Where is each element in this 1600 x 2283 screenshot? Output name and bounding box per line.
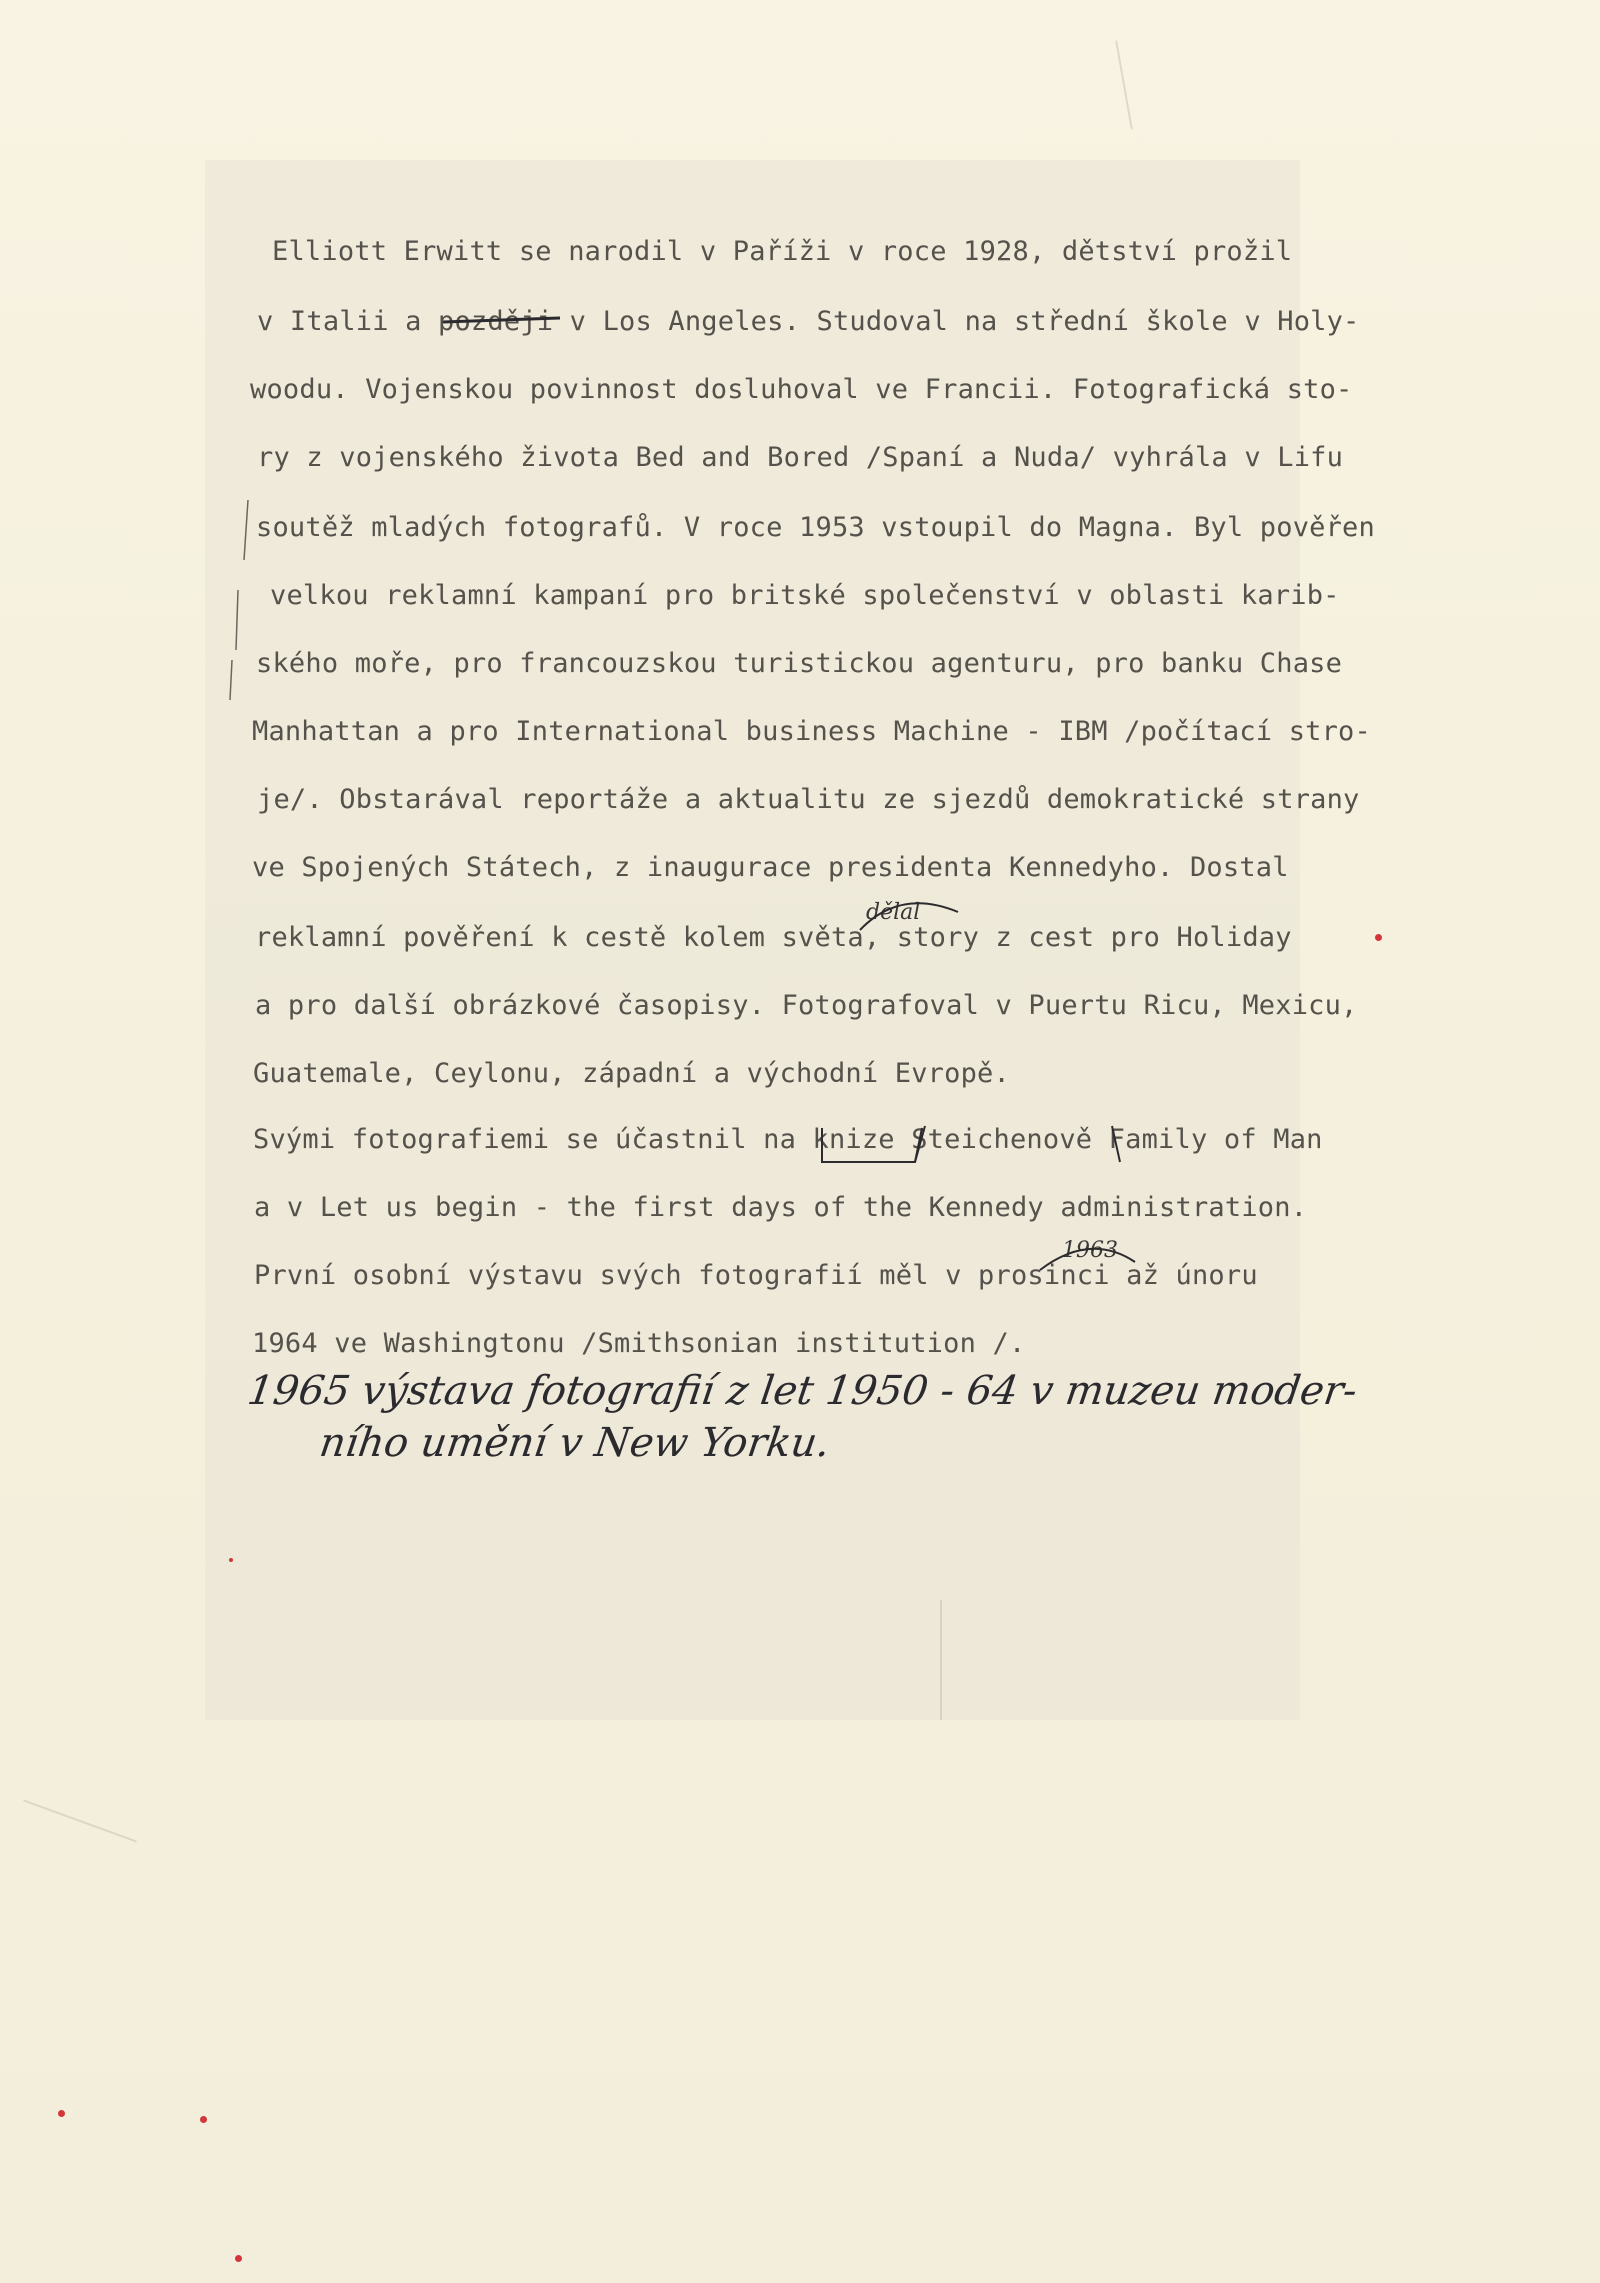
typed-line-1: Elliott Erwitt se narodil v Paříži v roce 1928, dětství prožil bbox=[272, 236, 1293, 267]
red-mark bbox=[58, 2110, 65, 2117]
red-mark bbox=[235, 2255, 242, 2262]
typed-line-4: ry z vojenského života Bed and Bored /Spaní a Nuda/ vyhrála v Lifu bbox=[257, 442, 1344, 473]
red-mark bbox=[229, 1558, 233, 1562]
red-mark bbox=[1375, 934, 1382, 941]
typed-line-15: a v Let us begin - the first days of the Kennedy administration. bbox=[254, 1192, 1308, 1223]
interlinear-note-1963: 1963 bbox=[1062, 1238, 1118, 1263]
typed-line-16: První osobní výstavu svých fotografií měl v prosinci až únoru bbox=[254, 1260, 1258, 1291]
typed-line-13: Guatemale, Ceylonu, západní a východní Evropě. bbox=[253, 1058, 1010, 1089]
typed-line-11: reklamní pověření k cestě kolem světa, story z cest pro Holiday bbox=[255, 922, 1292, 953]
red-mark bbox=[200, 2116, 207, 2123]
typed-line-2: v Italii a později v Los Angeles. Studoval na střední škole v Holy- bbox=[257, 306, 1360, 337]
handwritten-line-1: 1965 výstava fotografií z let 1950 - 64 v muzeu moder- bbox=[244, 1368, 1360, 1414]
typed-line-12: a pro další obrázkové časopisy. Fotografoval v Puertu Ricu, Mexicu, bbox=[255, 990, 1358, 1021]
typed-line-3: woodu. Vojenskou povinnost dosluhoval ve Francii. Fotografická sto- bbox=[250, 374, 1353, 405]
typed-line-9: je/. Obstarával reportáže a aktualitu ze sjezdů demokratické strany bbox=[257, 784, 1360, 815]
typed-line-5: soutěž mladých fotografů. V roce 1953 vstoupil do Magna. Byl pověřen bbox=[256, 512, 1375, 543]
interlinear-note-delal: dělal bbox=[866, 900, 921, 925]
typed-line-14: Svými fotografiemi se účastnil na knize Steichenově Family of Man bbox=[253, 1124, 1323, 1155]
typed-line-6: velkou reklamní kampaní pro britské společenství v oblasti karib- bbox=[270, 580, 1340, 611]
typed-line-7: ského moře, pro francouzskou turistickou agenturu, pro banku Chase bbox=[256, 648, 1343, 679]
typed-line-8: Manhattan a pro International business Machine - IBM /počítací stro- bbox=[252, 716, 1371, 747]
typed-line-10: ve Spojených Státech, z inaugurace presidenta Kennedyho. Dostal bbox=[252, 852, 1289, 883]
typed-line-17: 1964 ve Washingtonu /Smithsonian institution /. bbox=[252, 1328, 1026, 1359]
handwritten-line-2: ního umění v New Yorku. bbox=[316, 1420, 833, 1466]
